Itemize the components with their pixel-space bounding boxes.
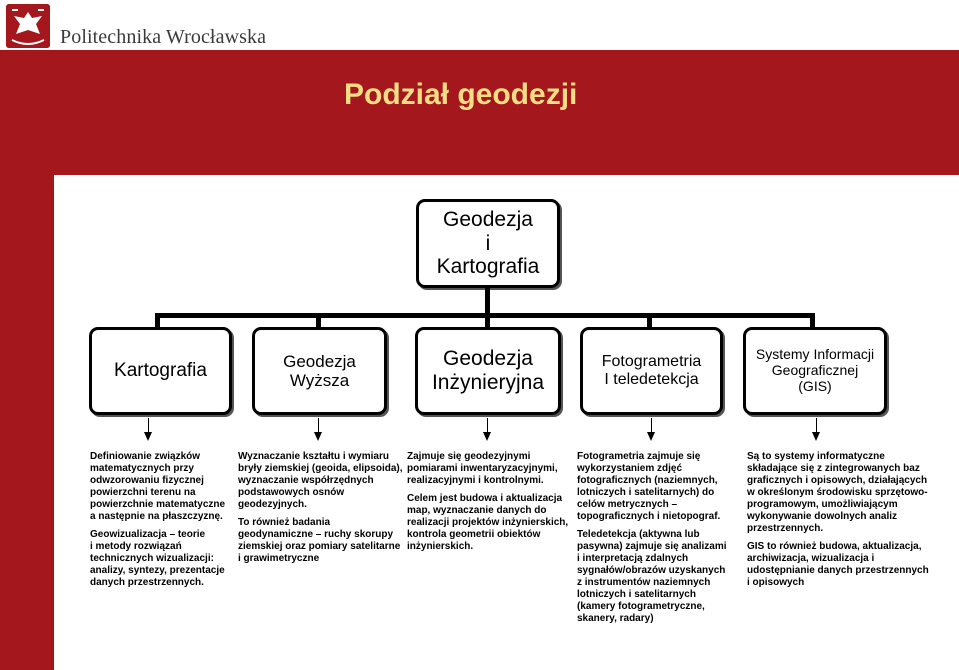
branch-box-geodezja-wyzsza xyxy=(252,327,387,415)
description-gis xyxy=(747,451,947,595)
arrow-head-4 xyxy=(647,432,655,441)
brand-name: Politechnika Wrocławska xyxy=(60,26,267,48)
arrow-line-2 xyxy=(318,418,319,433)
branch-box-kartografia xyxy=(89,327,232,415)
branch-label: Kartografia xyxy=(114,360,207,382)
description-paragraph: To również badania geodynamiczne – ruchy skorupy ziemskiej oraz pomiary satelitarne i grawimetryczne xyxy=(238,517,401,564)
description-paragraph: Fotogrametria zajmuje się wykorzystaniem zdjęć fotograficznych (naziemnych, lotniczych i satelitarnych) do celów metrycznych – topograficznych i nietopograf. xyxy=(577,451,721,522)
branch-box-gis xyxy=(743,327,887,415)
arrow-line-5 xyxy=(816,418,817,433)
arrow-head-3 xyxy=(483,432,491,441)
left-accent-bar xyxy=(0,50,54,670)
eagle-crest-icon xyxy=(6,4,50,48)
branch-box-fotogrametria xyxy=(580,327,723,415)
branch-label: Geodezja Wyższa xyxy=(283,351,356,390)
arrow-line-1 xyxy=(148,418,149,433)
arrow-line-3 xyxy=(487,418,488,433)
branch-label: Geodezja Inżynieryjna xyxy=(431,347,545,394)
description-paragraph: Geowizualizacja – teorie i metody rozwiązań technicznych wizualizacji: analizy, syntezy, prezentacje danych przestrzennych. xyxy=(90,529,225,588)
description-fotogrametria xyxy=(577,451,741,631)
branch-label: Systemy Informacji Geograficznej (GIS) xyxy=(755,346,875,394)
description-paragraph: Teledetekcja (aktywna lub pasywna) zajmuje się analizami i interpretacją zdalnych sygnałów/obrazów uzyskanych z instrumentów naziemnych lotniczych i satelitarnych (kamery fotogrametryczne, skanery, radary) xyxy=(577,529,727,624)
description-paragraph: Wyznaczanie kształtu i wymiaru bryły ziemskiej (geoida, elipsoida), wyznaczanie współrzędnych podstawowych osnów geodezyjnych. xyxy=(238,451,403,510)
arrow-head-1 xyxy=(144,432,152,441)
arrow-line-4 xyxy=(651,418,652,433)
description-paragraph: Definiowanie związków matematycznych przy odwzorowaniu fizycznej powierzchni terenu na powierzchnie matematyczne a następnie na płaszczyznę. xyxy=(90,451,226,522)
university-logo xyxy=(6,4,50,48)
description-kartografia xyxy=(90,451,238,595)
branch-box-geodezja-inzynieryjna xyxy=(415,327,561,415)
description-geodezja-wyzsza xyxy=(238,451,410,571)
slide-title: Podział geodezji xyxy=(344,78,578,111)
description-paragraph: GIS to również budowa, aktualizacja, archiwizacja, wizualizacja i udostępnianie danych przestrzennych i opisowych xyxy=(747,541,929,588)
description-geodezja-inzynieryjna xyxy=(407,451,577,559)
description-paragraph: Celem jest budowa i aktualizacja map, wyznaczanie danych do realizacji projektów inżynierskich, kontrola geometrii obiektów inżynierskich. xyxy=(407,493,569,552)
arrow-head-5 xyxy=(812,432,820,441)
description-paragraph: Zajmuje się geodezyjnymi pomiarami inwentaryzacyjnymi, realizacyjnymi i kontrolnymi. xyxy=(407,451,558,486)
title-band xyxy=(54,50,959,175)
root-label: Geodezja i Kartografia xyxy=(436,208,540,279)
arrow-head-2 xyxy=(314,432,322,441)
branch-label: Fotogrametria I teledetekcja xyxy=(601,353,702,388)
root-box-geodezja-kartografia xyxy=(416,199,560,288)
description-paragraph: Są to systemy informatyczne składające się z zintegrowanych baz graficznych i opisowych, działających w określonym środowisku sprzętowo- programowym, umożliwiającym wykonywanie dowolnych analiz przestrzennych. xyxy=(747,451,928,534)
